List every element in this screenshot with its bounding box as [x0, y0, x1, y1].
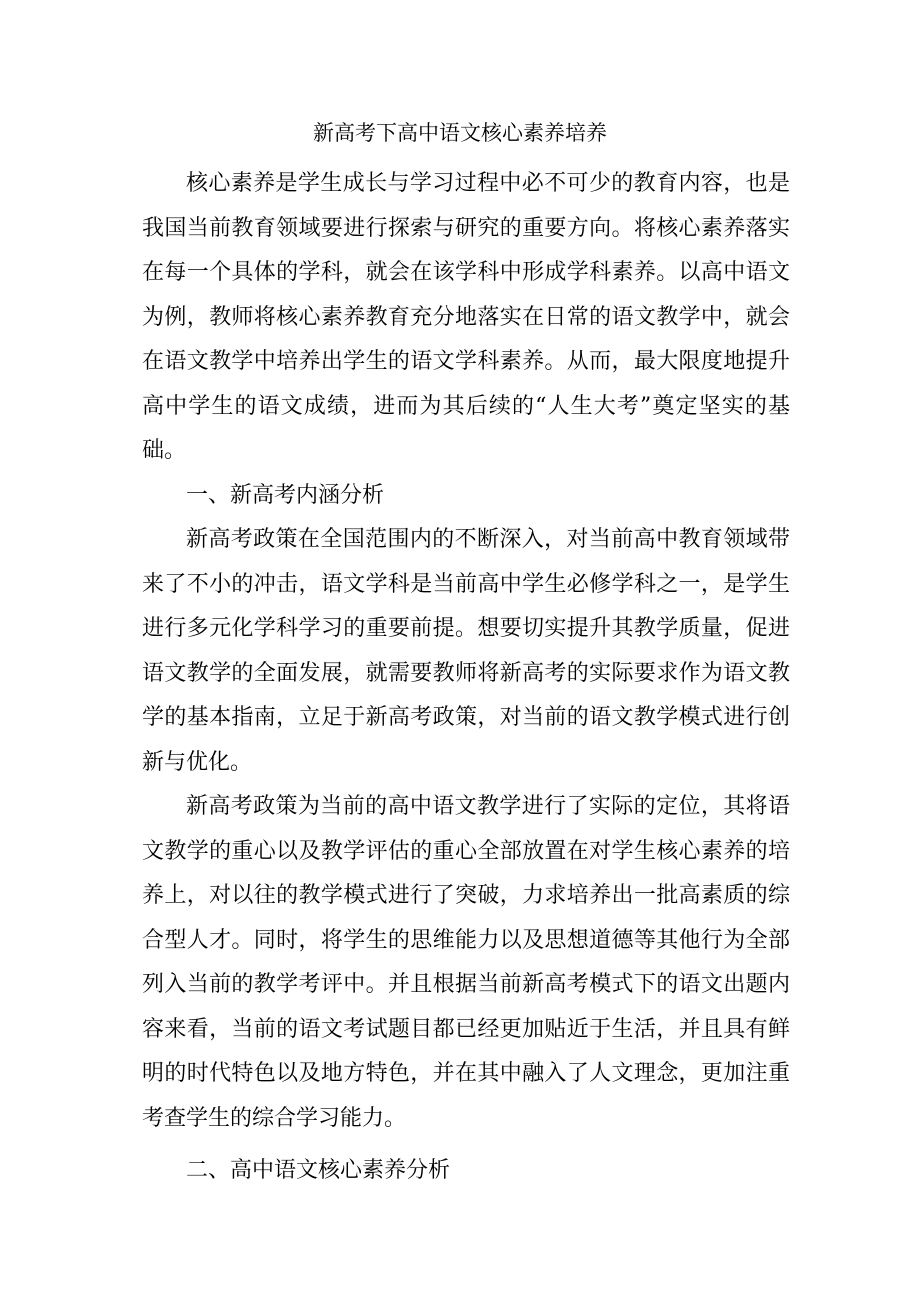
- document-title: 新高考下高中语文核心素养培养: [313, 121, 607, 145]
- paragraph-section1-b: 新高考政策为当前的高中语文教学进行了实际的定位，其将语文教学的重心以及教学评估的重心全部放置在对学生核心素养的培养上，对以往的教学模式进行了突破，力求培养出一批高素质的综合型人才。同时，将学生的思维能力以及思想道德等其他行为全部列入当前的教学考评中。并且根据当前新高考模式下的语文出题内容来看，当前的语文考试题目都已经更加贴近于生活，并且具有鲜明的时代特色以及地方特色，并在其中融入了人文理念，更加注重考查学生的综合学习能力。: [142, 794, 790, 1131]
- section-heading-1: 一、新高考内涵分析: [186, 482, 385, 508]
- document-body: [142, 162, 790, 1194]
- paragraph-intro: 核心素养是学生成长与学习过程中必不可少的教育内容，也是我国当前教育领域要进行探索与研究的重要方向。将核心素养落实在每一个具体的学科，就会在该学科中形成学科素养。以高中语文为例，教师将核心素养教育充分地落实在日常的语文教学中，就会在语文教学中培养出学生的语文学科素养。从而，最大限度地提升高中学生的语文成绩，进而为其后续的“人生大考”奠定坚实的基础。: [142, 171, 790, 463]
- section-gap: [142, 1141, 790, 1149]
- section-heading-2: 二、高中语文核心素养分析: [186, 1158, 451, 1183]
- paragraph-section1-a: 新高考政策在全国范围内的不断深入，对当前高中教育领域带来了不小的冲击，语文学科是当前高中学生必修学科之一，是学生进行多元化学科学习的重要前提。想要切实提升其教学质量，促进语文教学的全面发展，就需要教师将新高考的实际要求作为语文教学的基本指南，立足于新高考政策，对当前的语文教学模式进行创新与优化。: [142, 527, 790, 775]
